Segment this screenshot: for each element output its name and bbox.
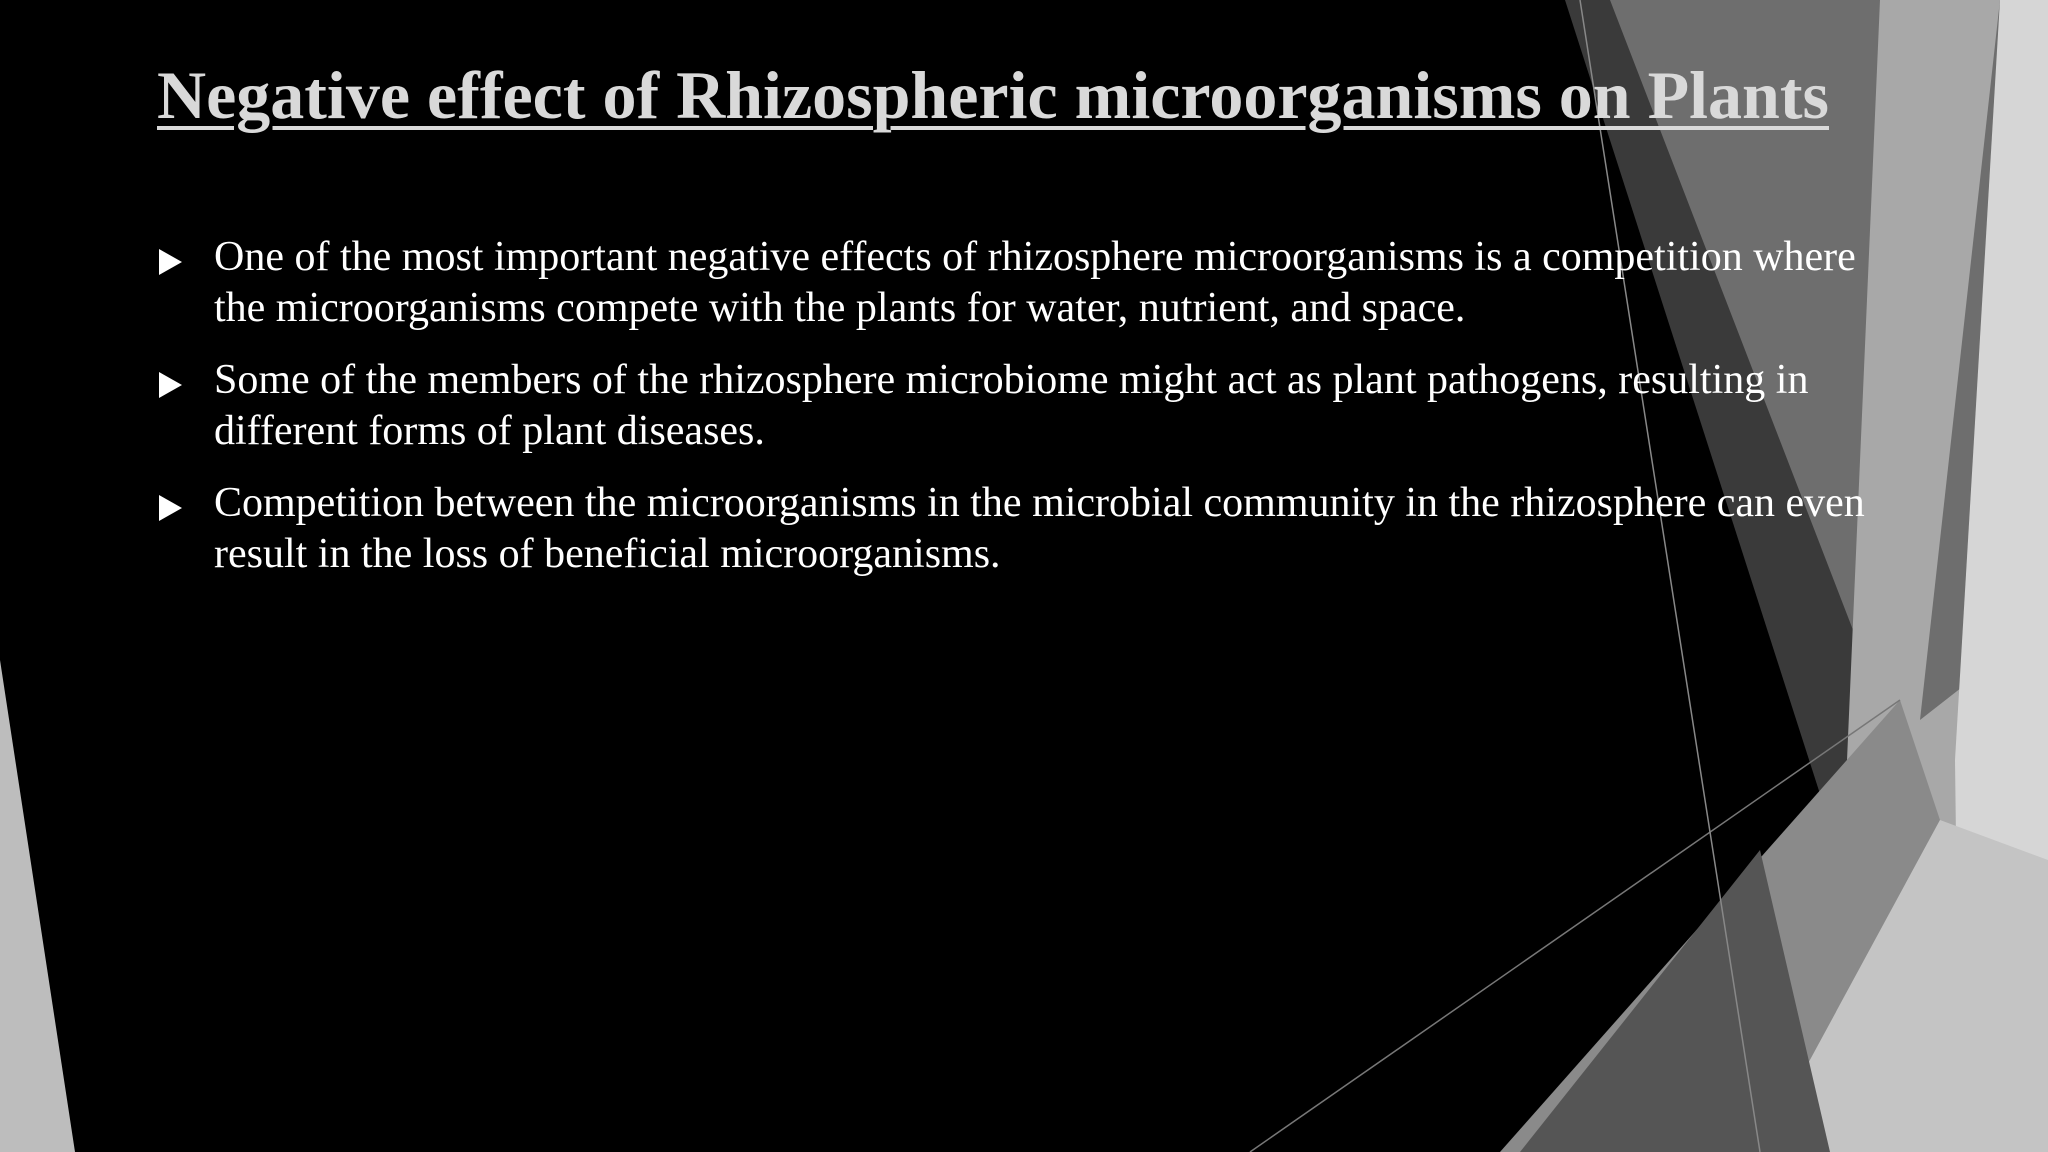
triangle-bullet-icon (159, 495, 182, 521)
slide-title: Negative effect of Rhizospheric microorganisms on Plants (157, 57, 1829, 133)
left-facet (0, 660, 75, 1152)
triangle-bullet-icon (159, 249, 182, 275)
bullet-text: One of the most important negative effects of rhizosphere microorganisms is a competition where the microorganisms compete with the plants for water, nutrient, and space. (214, 234, 1856, 331)
bullet-text: Competition between the microorganisms in the microbial community in the rhizosphere can even result in the loss of beneficial microorganisms. (214, 480, 1865, 577)
bullet-item (157, 232, 1897, 334)
triangle-bullet-icon (159, 372, 182, 398)
bullet-item (157, 355, 1897, 457)
bullet-list (157, 232, 1897, 601)
bullet-text: Some of the members of the rhizosphere microbiome might act as plant pathogens, resulting in different forms of plant diseases. (214, 357, 1809, 454)
bullet-item (157, 478, 1897, 580)
